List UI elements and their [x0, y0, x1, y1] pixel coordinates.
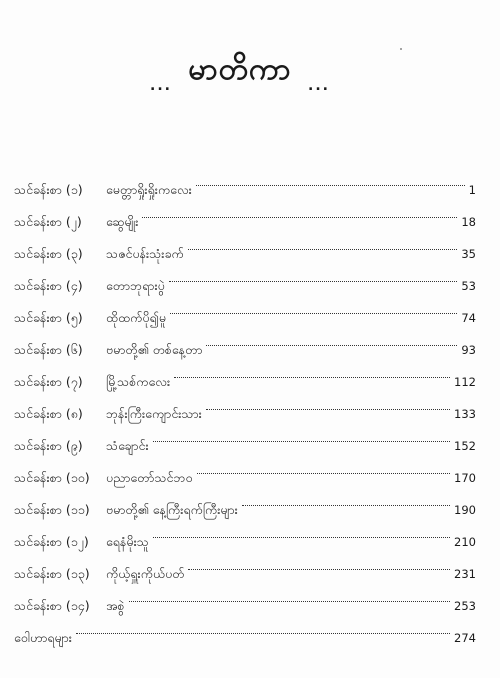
toc-page-number: 152 — [454, 439, 476, 453]
toc-entry — [14, 266, 476, 293]
toc-entry — [14, 298, 476, 325]
toc-entry — [14, 202, 476, 229]
toc-entry-title: သဇင်ပန်းသုံးခက် — [106, 246, 184, 261]
toc-entry-title: ဘုန်းကြီးကျောင်းသား — [106, 406, 202, 421]
dot-leader — [196, 170, 465, 194]
toc-entry-title: တောဘုရားပွဲ — [106, 278, 165, 293]
toc-chapter-label: သင်ခန်းစာ (၇) — [14, 374, 83, 389]
dot-leader — [242, 490, 450, 514]
toc-entry — [14, 554, 476, 581]
toc-entry — [14, 458, 476, 485]
toc-chapter-label: သင်ခန်းစာ (၂) — [14, 214, 82, 229]
dot-leader — [206, 330, 457, 354]
toc-page-number: 190 — [454, 503, 476, 517]
toc-chapter-label: သင်ခန်းစာ (၃) — [14, 246, 83, 261]
toc-entry — [14, 330, 476, 357]
heading-dots-right: ... — [308, 78, 330, 94]
toc-entry-title: သံချောင်း — [106, 438, 149, 453]
toc-chapter-label: သင်ခန်းစာ (၁၀) — [14, 470, 90, 485]
toc-entry-title: အစွဲ — [106, 598, 125, 613]
toc-entry-title: ထိုထက်ပို၍မူ — [106, 310, 167, 325]
dot-leader — [153, 426, 450, 450]
toc-chapter-label: သင်ခန်းစာ (၁၁) — [14, 502, 90, 517]
toc-chapter-label: သင်ခန်းစာ (၁၄) — [14, 598, 90, 613]
dot-leader — [206, 394, 450, 418]
dot-leader — [142, 202, 457, 226]
toc-chapter-label: သင်ခန်းစာ (၁၃) — [14, 566, 90, 581]
toc-entry — [14, 426, 476, 453]
dot-leader — [153, 522, 450, 546]
toc-page-number: 133 — [454, 407, 476, 421]
toc-page-number: 18 — [461, 215, 476, 229]
toc-entry — [14, 522, 476, 549]
toc-entry — [14, 394, 476, 421]
toc-entry — [14, 362, 476, 389]
dot-leader — [188, 554, 450, 578]
toc-entry-title: မြို့သစ်ကလေး — [106, 374, 171, 389]
toc-glossary-label: ဝေါဟာရများ — [14, 630, 72, 645]
toc-page-number: 210 — [454, 535, 476, 549]
dot-leader — [169, 266, 458, 290]
toc-page-number: 274 — [454, 631, 476, 645]
page-title: မာတိကာ — [188, 52, 292, 87]
dot-leader — [129, 586, 451, 610]
toc-entry-title: ပညာတော်သင်ဘဝ — [106, 470, 193, 485]
toc-entry-title: ဗမာတို့၏ နေ့ကြီးရက်ကြီးများ — [106, 502, 238, 517]
toc-page-number: 1 — [468, 183, 476, 197]
toc-page-number: 112 — [454, 375, 476, 389]
toc-page-number: 170 — [454, 471, 476, 485]
dot-leader — [188, 234, 458, 258]
toc-entry-title: ဗမာတို့၏ တစ်နေ့တာ — [106, 342, 203, 357]
dot-leader — [197, 458, 451, 482]
toc-heading — [150, 52, 330, 96]
toc-entry — [14, 170, 476, 197]
toc-chapter-label: သင်ခန်းစာ (၁၂) — [14, 534, 89, 549]
toc-entry — [14, 586, 476, 613]
heading-dots-left: ... — [150, 78, 172, 94]
dot-leader — [76, 618, 450, 642]
toc-entry-title: ရေနံမိုးသူ — [106, 534, 149, 549]
paper-speck — [400, 48, 402, 50]
toc-entry-title: ကိုယ့်ရှူးကိုယ်ပတ် — [106, 566, 185, 581]
toc-page-number: 74 — [461, 311, 476, 325]
toc-chapter-label: သင်ခန်းစာ (၉) — [14, 438, 83, 453]
toc-entry — [14, 490, 476, 517]
dot-leader — [170, 298, 457, 322]
toc-entry-glossary — [14, 618, 476, 645]
toc-chapter-label: သင်ခန်းစာ (၈) — [14, 406, 83, 421]
toc-entry-title: ဆွေမျိုး — [106, 214, 139, 229]
toc-entry-title: မေတ္တာရှိုးရှိုးကလေး — [106, 182, 192, 197]
toc-page-number: 253 — [454, 599, 476, 613]
toc-chapter-label: သင်ခန်းစာ (၁) — [14, 182, 83, 197]
toc-chapter-label: သင်ခန်းစာ (၅) — [14, 310, 83, 325]
toc-page-number: 93 — [461, 343, 476, 357]
toc-page-number: 53 — [461, 279, 476, 293]
toc-page-number: 35 — [461, 247, 476, 261]
dot-leader — [174, 362, 450, 386]
toc-page-number: 231 — [454, 567, 476, 581]
toc-chapter-label: သင်ခန်းစာ (၄) — [14, 278, 83, 293]
toc-entry — [14, 234, 476, 261]
toc-chapter-label: သင်ခန်းစာ (၆) — [14, 342, 83, 357]
